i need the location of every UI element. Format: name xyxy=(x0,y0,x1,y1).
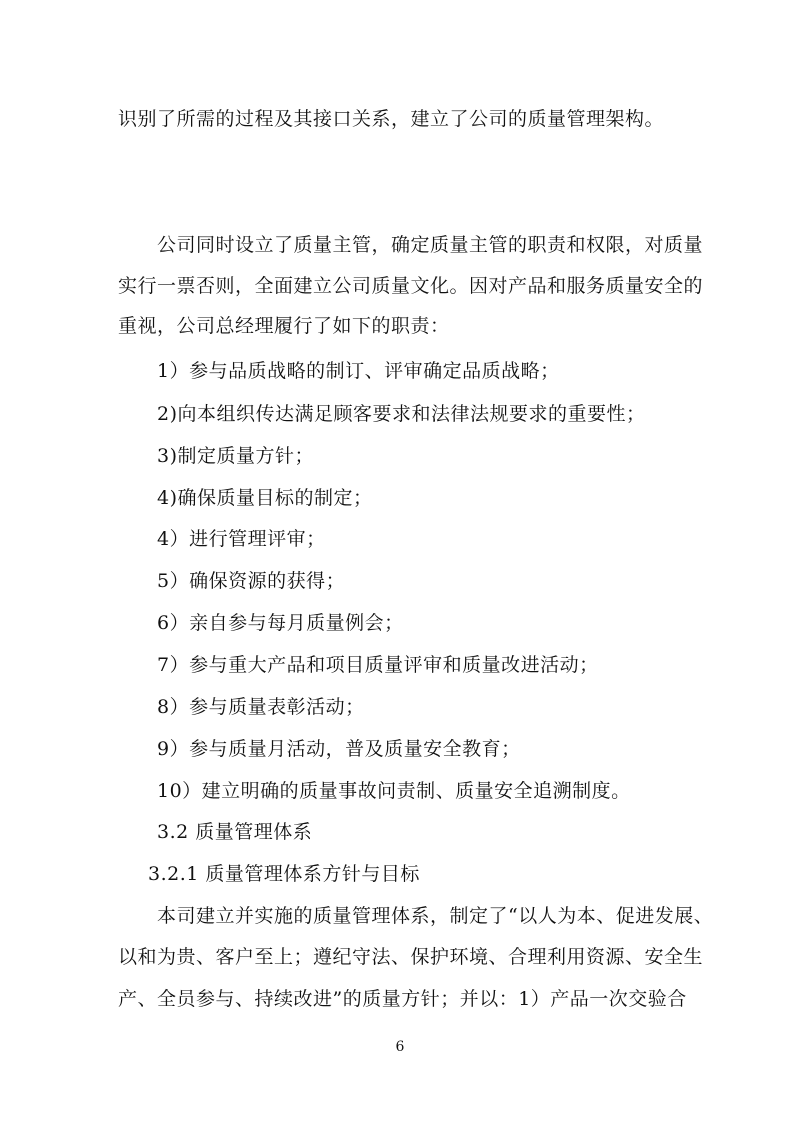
page-number: 6 xyxy=(395,1039,405,1055)
text-line-4: 重视，公司总经理履行了如下的职责： xyxy=(118,315,450,337)
text-line-7: 产、全员参与、持续改进”的质量方针；并以：1）产品一次交验合 xyxy=(118,988,687,1010)
list-item-6: 5）确保资源的获得； xyxy=(157,570,346,592)
text-line-1: 识别了所需的过程及其接口关系，建立了公司的质量管理架构。 xyxy=(118,108,665,130)
list-item-4: 4)确保质量目标的制定； xyxy=(157,487,373,509)
text-line-5: 本司建立并实施的质量管理体系，制定了“以人为本、促进发展、 xyxy=(157,905,714,927)
subsection-heading: 3.2.1 质量管理体系方针与目标 xyxy=(148,863,420,885)
list-item-3: 3)制定质量方针； xyxy=(157,445,315,467)
text-line-2: 公司同时设立了质量主管，确定质量主管的职责和权限，对质量 xyxy=(157,234,704,256)
list-item-2: 2)向本组织传达满足顾客要求和法律法规要求的重要性； xyxy=(157,403,646,425)
text-line-3: 实行一票否则，全面建立公司质量文化。因对产品和服务质量安全的 xyxy=(118,275,704,297)
list-item-9: 8）参与质量表彰活动； xyxy=(157,696,365,718)
list-item-10: 9）参与质量月活动，普及质量安全教育； xyxy=(157,738,521,760)
section-heading: 3.2 质量管理体系 xyxy=(157,821,313,843)
text-line-6: 以和为贵、客户至上；遵纪守法、保护环境、合理利用资源、安全生 xyxy=(118,946,704,968)
list-item-1: 1）参与品质战略的制订、评审确定品质战略； xyxy=(157,360,560,382)
list-item-11: 10）建立明确的质量事故问责制、质量安全追溯制度。 xyxy=(157,780,631,802)
list-item-8: 7）参与重大产品和项目质量评审和质量改进活动； xyxy=(157,654,599,676)
list-item-7: 6）亲自参与每月质量例会； xyxy=(157,612,404,634)
list-item-5: 4）进行管理评审； xyxy=(157,528,326,550)
